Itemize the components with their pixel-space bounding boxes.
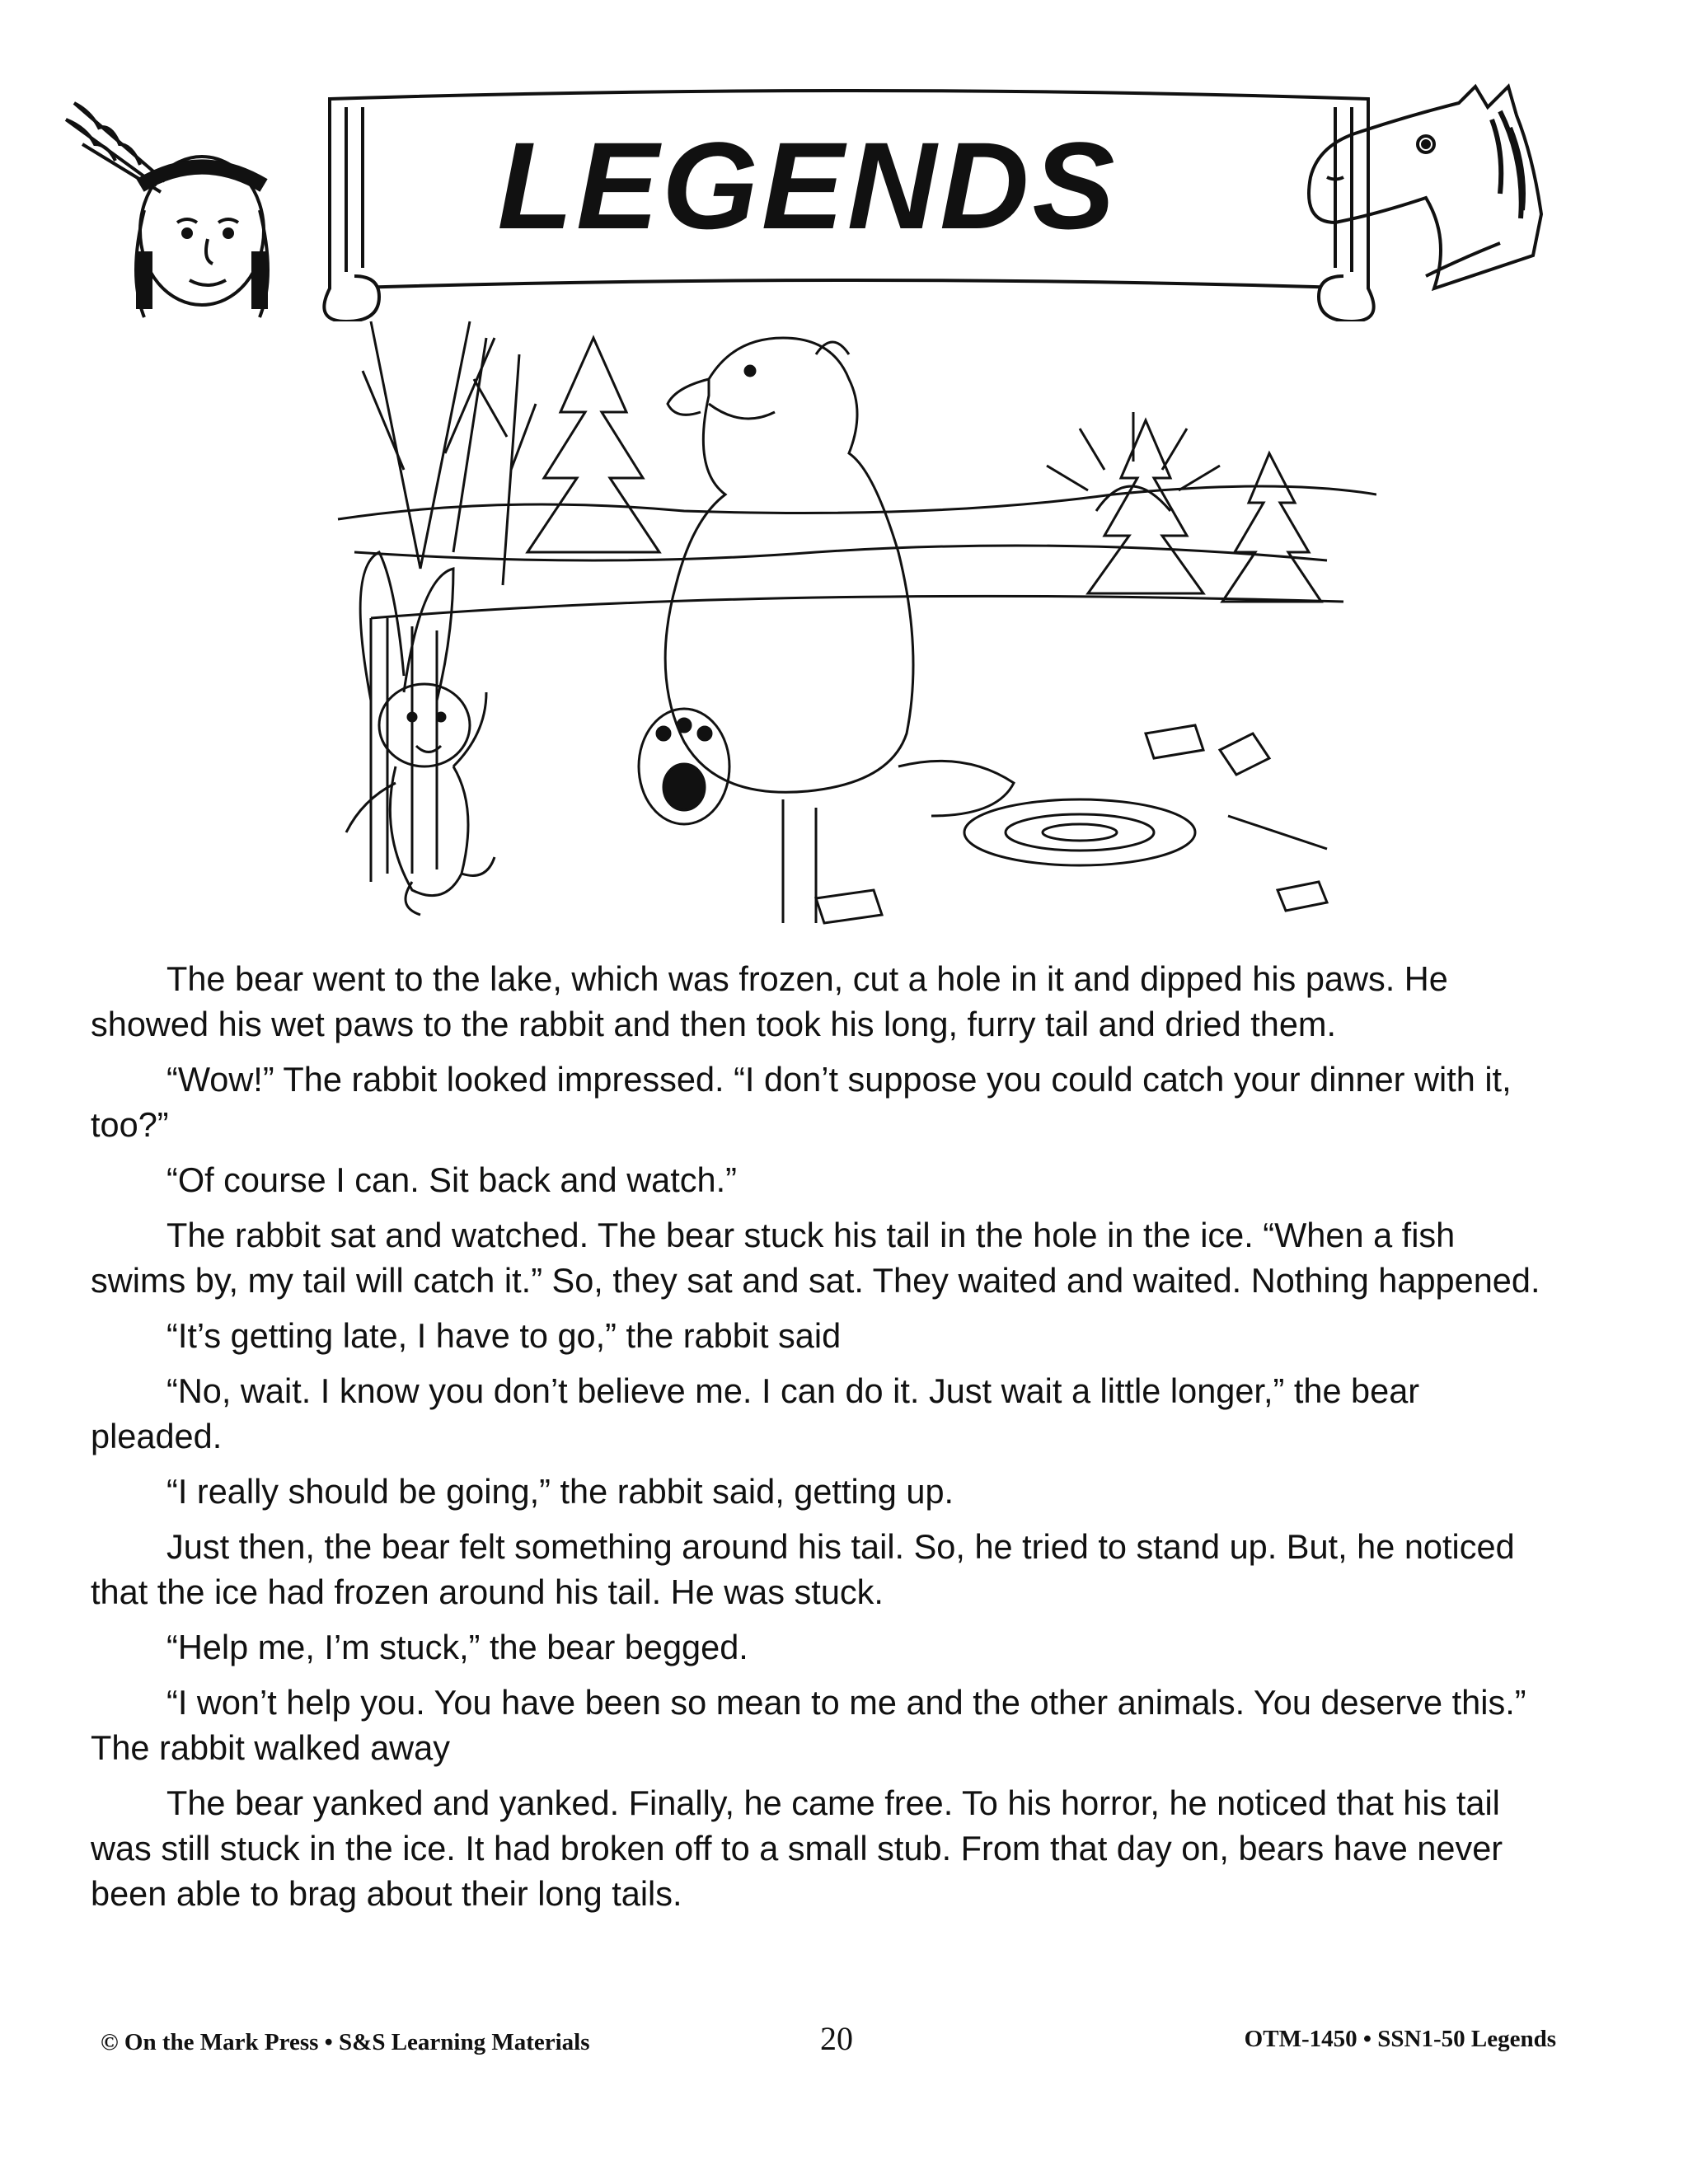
story-paragraph: “I really should be going,” the rabbit said, getting up. (166, 1472, 954, 1511)
story-paragraph: “Of course I can. Sit back and watch.” (166, 1160, 737, 1199)
story-paragraph: Just then, the bear felt something around his tail. So, he tried to stand up. But, he noticed that the ice had frozen around his tail. He was stuck. (91, 1527, 1515, 1611)
page-title: LEGENDS (497, 116, 1118, 255)
page-header (0, 0, 1688, 346)
page-footer (0, 2018, 1688, 2059)
horse-head-icon (1294, 78, 1558, 326)
story-paragraph: The bear yanked and yanked. Finally, he came free. To his horror, he noticed that his tail was still stuck in the ice. It had broken off to a small stub. From that day on, bears have never been able to brag about their long tails. (91, 1783, 1503, 1913)
copyright-notice: © On the Mark Press • S&S Learning Materials (101, 2029, 590, 2055)
story-paragraph: “Wow!” The rabbit looked impressed. “I don’t suppose you could catch your dinner with it, too?” (91, 1060, 1512, 1144)
story-paragraph: The rabbit sat and watched. The bear stuck his tail in the hole in the ice. “When a fish swims by, my tail will catch it.” So, they sat and sat. They waited and waited. Nothing happened. (91, 1216, 1540, 1300)
story-text (91, 956, 1541, 1926)
story-paragraph: The bear went to the lake, which was frozen, cut a hole in it and dipped his paws. He showed his wet paws to the rabbit and then took his long, furry tail and dried them. (91, 959, 1448, 1043)
bear-rabbit-frozen-lake-illustration (321, 305, 1376, 948)
story-paragraph: “I won’t help you. You have been so mean to me and the other animals. You deserve this.” The rabbit walked away (91, 1683, 1526, 1767)
native-person-head-icon (58, 87, 305, 326)
story-paragraph: “It’s getting late, I have to go,” the rabbit said (166, 1316, 842, 1355)
product-code: OTM-1450 • SSN1-50 Legends (1244, 2026, 1556, 2052)
story-paragraph: “Help me, I’m stuck,” the bear begged. (166, 1628, 748, 1666)
page-number: 20 (820, 2020, 853, 2057)
story-paragraph: “No, wait. I know you don’t believe me. I can do it. Just wait a little longer,” the bear pleaded. (91, 1371, 1420, 1455)
